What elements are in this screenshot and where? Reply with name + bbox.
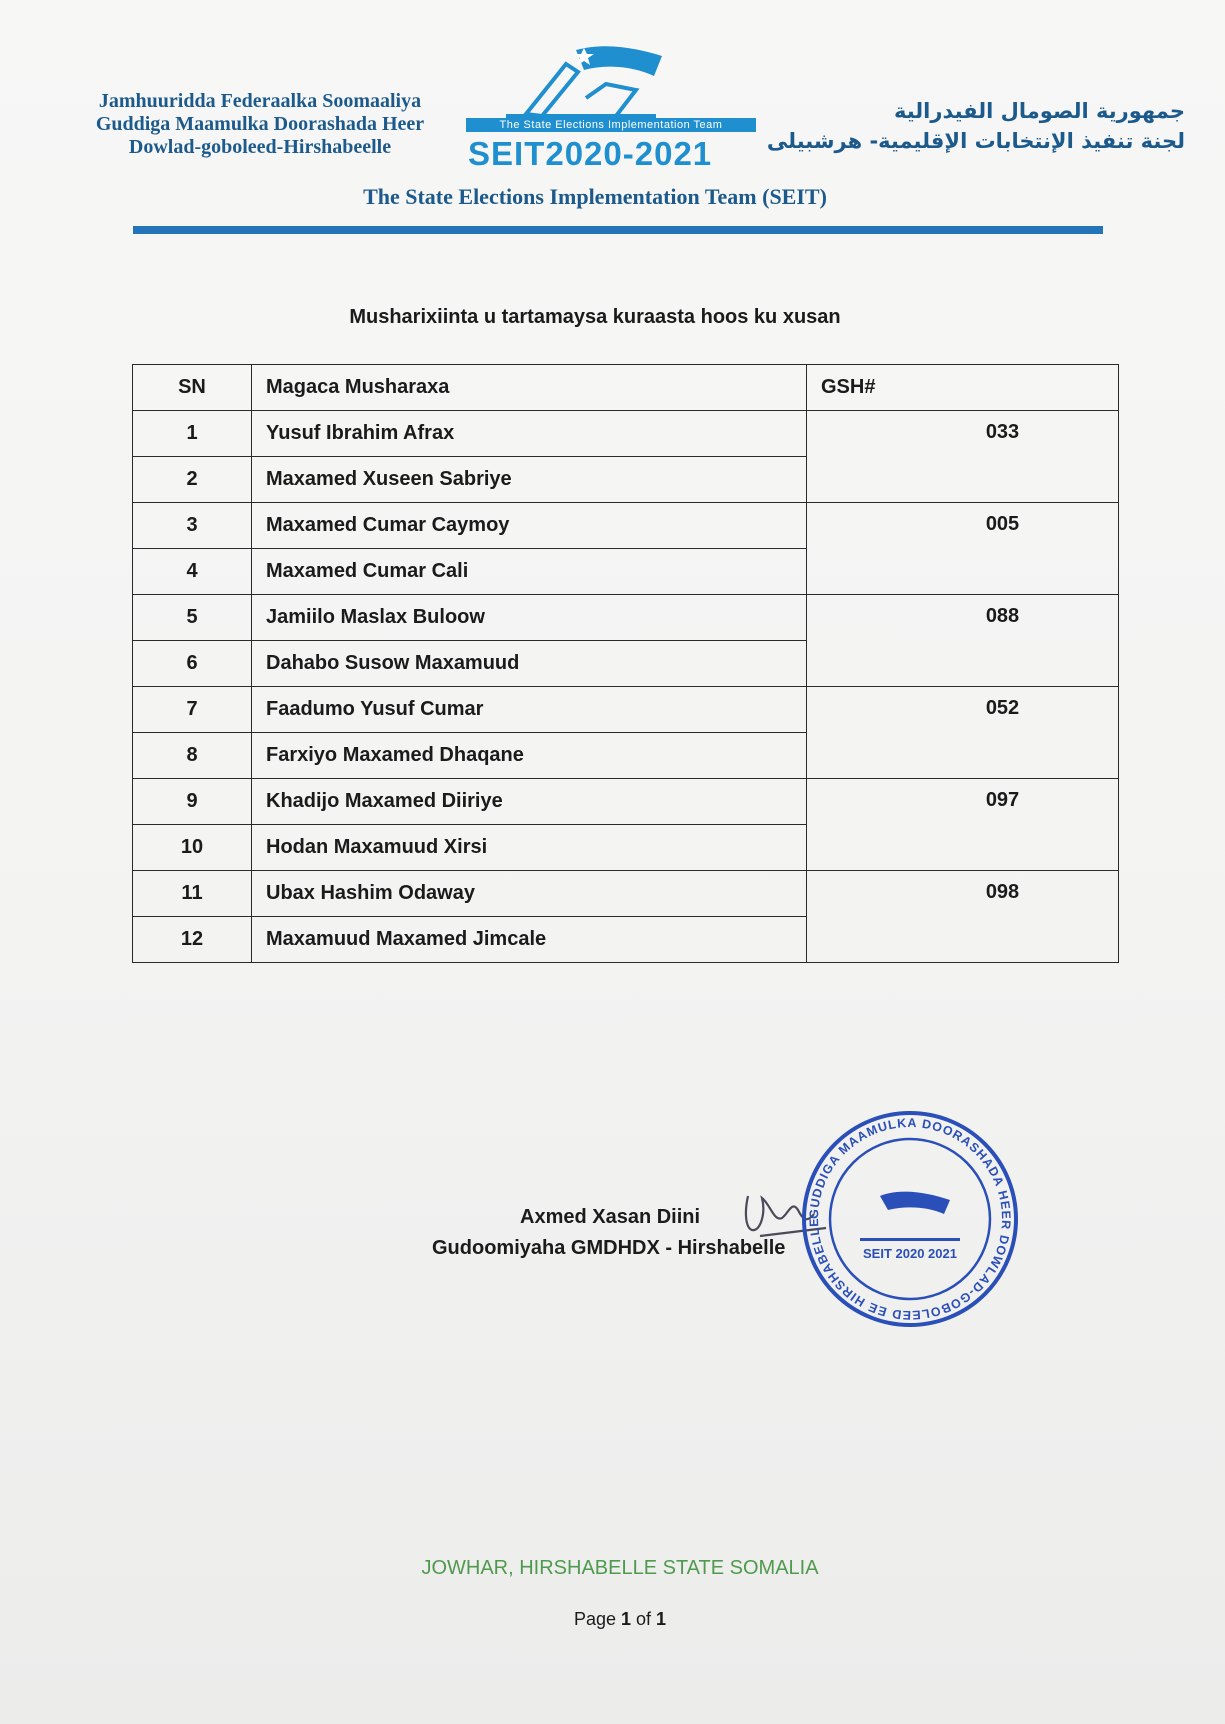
header-left-line-3: Dowlad-goboleed-Hirshabeelle	[128, 136, 392, 158]
header-left-line-1: Jamhuuridda Federaalka Soomaaliya	[98, 90, 422, 112]
row-name: Jamiilo Maslax Buloow	[252, 595, 807, 641]
header-left-somali	[60, 90, 460, 159]
official-stamp-icon	[800, 1108, 1020, 1330]
logo-band-text: The State Elections Implementation Team	[466, 118, 756, 132]
header-left-line-2: Guddiga Maamulka Doorashada Heer	[95, 113, 425, 135]
document-heading: Musharixiinta u tartamaysa kuraasta hoos ku xusan	[349, 306, 841, 328]
row-name: Khadijo Maxamed Diiriye	[252, 779, 807, 825]
signatory-role: Gudoomiyaha GMDHDX - Hirshabelle	[432, 1237, 786, 1259]
page-mid: of	[631, 1609, 657, 1629]
stamp-inner-text: SEIT 2020 2021	[863, 1246, 957, 1261]
row-sn: 1	[133, 411, 252, 457]
row-name: Ubax Hashim Odaway	[252, 871, 807, 917]
seit-logo	[466, 44, 760, 174]
table-row	[133, 503, 1119, 549]
page-prefix: Page	[573, 1609, 621, 1629]
row-sn: 3	[133, 503, 252, 549]
row-sn: 6	[133, 641, 252, 687]
candidates-table	[132, 364, 1119, 963]
row-name: Yusuf Ibrahim Afrax	[252, 411, 807, 457]
row-sn: 12	[133, 917, 252, 963]
page-total: 1	[656, 1609, 667, 1629]
header-right-line-2: لجنة تنفيذ الإنتخابات الإقليمية- هرشبيلى	[766, 129, 1185, 153]
table-row	[133, 779, 1119, 825]
row-name: Hodan Maxamuud Xirsi	[252, 825, 807, 871]
table-row	[133, 411, 1119, 457]
seat-number: 005	[807, 503, 1119, 595]
row-name: Maxamed Cumar Caymoy	[252, 503, 807, 549]
seit-title: The State Elections Implementation Team (SEIT)	[363, 184, 827, 209]
signatory-name: Axmed Xasan Diini	[520, 1206, 701, 1228]
ballot-hand-icon	[466, 44, 760, 120]
header-gsh: GSH#	[807, 365, 1119, 411]
row-sn: 7	[133, 687, 252, 733]
table-row	[133, 871, 1119, 917]
header-divider	[133, 226, 1103, 234]
row-sn: 5	[133, 595, 252, 641]
row-name: Maxamuud Maxamed Jimcale	[252, 917, 807, 963]
row-name: Farxiyo Maxamed Dhaqane	[252, 733, 807, 779]
row-name: Maxamed Xuseen Sabriye	[252, 457, 807, 503]
page-current: 1	[621, 1609, 632, 1629]
logo-main-text: SEIT2020-2021	[468, 135, 713, 172]
row-sn: 4	[133, 549, 252, 595]
table-row	[133, 687, 1119, 733]
svg-text:GUDDIGA MAAMULKA DOORASHADA HE	[807, 1116, 1013, 1322]
row-sn: 9	[133, 779, 252, 825]
row-sn: 10	[133, 825, 252, 871]
row-sn: 11	[133, 871, 252, 917]
header-name: Magaca Musharaxa	[252, 365, 807, 411]
table-row	[133, 595, 1119, 641]
row-sn: 2	[133, 457, 252, 503]
header-sn: SN	[133, 365, 252, 411]
header-right-line-1: جمهورية الصومال الفيدرالية	[893, 99, 1185, 123]
seat-number: 088	[807, 595, 1119, 687]
row-name: Maxamed Cumar Cali	[252, 549, 807, 595]
row-name: Faadumo Yusuf Cumar	[252, 687, 807, 733]
table-header-row	[133, 365, 1119, 411]
row-sn: 8	[133, 733, 252, 779]
seat-number: 033	[807, 411, 1119, 503]
seat-number: 098	[807, 871, 1119, 963]
seat-number: 052	[807, 687, 1119, 779]
row-name: Dahabo Susow Maxamuud	[252, 641, 807, 687]
header-right-arabic	[766, 96, 1185, 156]
stamp-outer-text: GUDDIGA MAAMULKA DOORASHADA HEER DOWLAD-GOBOLEED EE HIRSHABELLE	[806, 1115, 1014, 1323]
footer-location: JOWHAR, HIRSHABELLE STATE SOMALIA	[421, 1557, 819, 1579]
page-number	[500, 1609, 740, 1630]
seat-number: 097	[807, 779, 1119, 871]
